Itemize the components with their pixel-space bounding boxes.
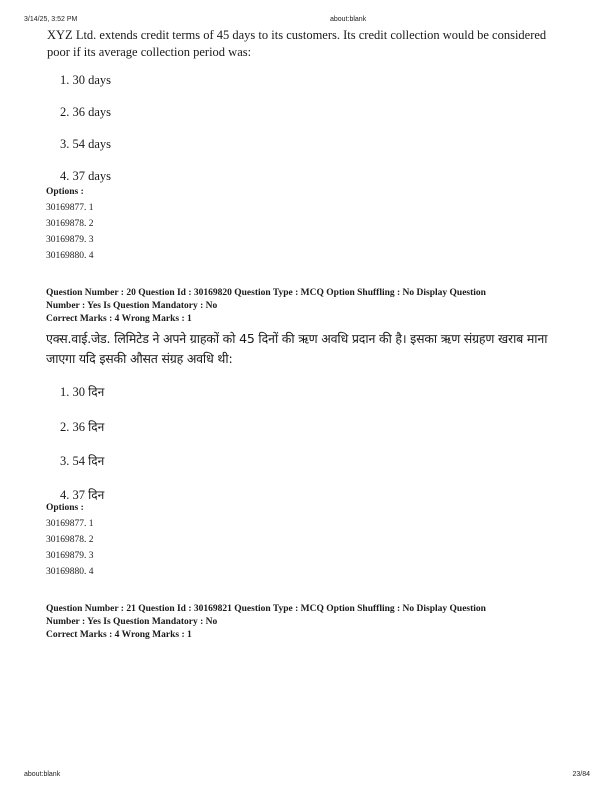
question-19-option-id-4: 30169880. 4: [46, 251, 94, 261]
question-20-option-id-2: 30169878. 2: [46, 535, 94, 545]
print-page-title: about:blank: [330, 16, 367, 23]
question-20-options-label: Options :: [46, 503, 84, 513]
print-footer-url: about:blank: [24, 771, 61, 778]
question-19-option-id-3: 30169879. 3: [46, 235, 94, 245]
question-21-meta-line-1: Question Number : 21 Question Id : 30169821 Question Type : MCQ Option Shuffling : No Display Question: [46, 604, 486, 614]
question-20-meta: [46, 287, 576, 326]
question-19-option-4: 4. 37 days: [60, 169, 112, 183]
question-19-option-3: 3. 54 days: [60, 137, 112, 151]
question-20-option-id-1: 30169877. 1: [46, 519, 94, 529]
question-20-option-1-number: 1. 30: [60, 385, 85, 399]
question-20-meta-line-1: Question Number : 20 Question Id : 30169820 Question Type : MCQ Option Shuffling : No Display Question: [46, 288, 486, 298]
question-19-option-2: 2. 36 days: [60, 105, 112, 119]
question-20-option-2: [60, 418, 104, 435]
question-20-option-3-unit: दिन: [88, 454, 105, 468]
question-20-option-4-number: 4. 37: [60, 488, 85, 502]
question-20-option-2-unit: दिन: [88, 420, 105, 434]
print-page-number: 23/84: [572, 771, 590, 778]
question-19-option-1: 1. 30 days: [60, 73, 112, 87]
question-20-option-3-number: 3. 54: [60, 454, 85, 468]
print-timestamp: 3/14/25, 3:52 PM: [24, 16, 78, 23]
question-19-options-label: Options :: [46, 187, 84, 197]
question-21-meta: [46, 603, 576, 642]
question-20-option-id-4: 30169880. 4: [46, 567, 94, 577]
question-20-option-2-number: 2. 36: [60, 420, 85, 434]
question-19-text: XYZ Ltd. extends credit terms of 45 days to its customers. Its credit collection would be considered poor if its average collection period was:: [47, 28, 547, 59]
question-20-option-1: [60, 383, 104, 400]
question-20-option-id-3: 30169879. 3: [46, 551, 94, 561]
question-21-marks: Correct Marks : 4 Wrong Marks : 1: [46, 630, 192, 640]
question-19-option-id-2: 30169878. 2: [46, 219, 94, 229]
question-20-option-1-unit: दिन: [88, 385, 105, 399]
question-20-text-hindi: एक्स.वाई.जेड. लिमिटेड ने अपने ग्राहकों को 45 दिनों की ऋण अवधि प्रदान की है। इसका ऋण संग्रहण खराब माना जाएगा यदि इसकी औसत संग्रह अवधि थी:: [46, 331, 548, 366]
question-20-meta-line-2: Number : Yes Is Question Mandatory : No: [46, 301, 218, 311]
question-20-option-3: [60, 452, 104, 469]
question-20-marks: Correct Marks : 4 Wrong Marks : 1: [46, 314, 192, 324]
question-19-option-id-1: 30169877. 1: [46, 203, 94, 213]
question-20-option-4-unit: दिन: [88, 488, 105, 502]
question-20-option-4: [60, 486, 104, 503]
question-21-meta-line-2: Number : Yes Is Question Mandatory : No: [46, 617, 218, 627]
